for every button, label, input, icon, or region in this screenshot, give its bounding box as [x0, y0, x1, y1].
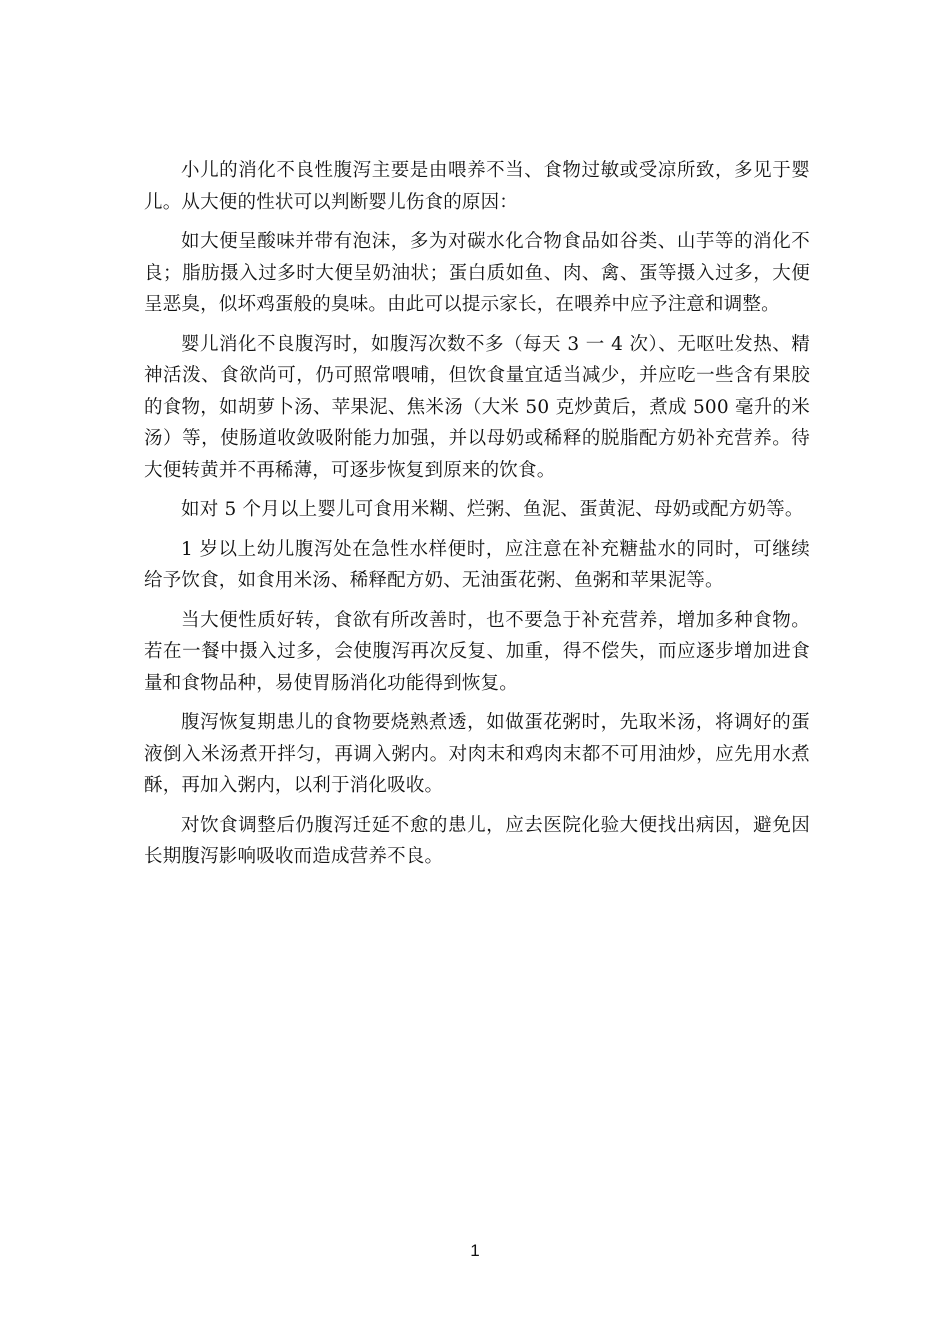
paragraph-4: 如对 5 个月以上婴儿可食用米糊、烂粥、鱼泥、蛋黄泥、母奶或配方奶等。	[181, 499, 804, 520]
paragraph-7: 腹泻恢复期患儿的食物要烧熟煮透，如做蛋花粥时，先取米汤，将调好的蛋液倒入米汤煮开拌匀，再调入粥内。对肉末和鸡肉末都不可用油炒，应先用水煮酥，再加入粥内，以利于消化吸收。	[144, 712, 810, 796]
paragraph-5: 1 岁以上幼儿腹泻处在急性水样便时，应注意在补充糖盐水的同时，可继续给予饮食，如食用米汤、稀释配方奶、无油蛋花粥、鱼粥和苹果泥等。	[144, 538, 810, 591]
paragraph-8: 对饮食调整后仍腹泻迁延不愈的患儿，应去医院化验大便找出病因，避免因长期腹泻影响吸收而造成营养不良。	[144, 814, 810, 867]
document-body	[144, 155, 810, 881]
page-number: 1	[470, 1241, 480, 1260]
paragraph-6: 当大便性质好转，食欲有所改善时，也不要急于补充营养，增加多种食物。若在一餐中摄入过多，会使腹泻再次反复、加重，得不偿失，而应逐步增加进食量和食物品种，易使胃肠消化功能得到恢复。	[144, 609, 810, 694]
paragraph-2: 如大便呈酸味并带有泡沫，多为对碳水化合物食品如谷类、山芋等的消化不良；脂肪摄入过多时大便呈奶油状；蛋白质如鱼、肉、禽、蛋等摄入过多，大便呈恶臭，似坏鸡蛋般的臭味。由此可以提示家长，在喂养中应予注意和调整。	[144, 231, 810, 315]
paragraph-1: 小儿的消化不良性腹泻主要是由喂养不当、食物过敏或受凉所致，多见于婴儿。从大便的性状可以判断婴儿伤食的原因：	[144, 160, 810, 213]
paragraph-3: 婴儿消化不良腹泻时，如腹泻次数不多（每天 3 一 4 次）、无呕吐发热、精神活泼、食欲尚可，仍可照常喂哺，但饮食量宜适当减少，并应吃一些含有果胶的食物，如胡萝卜汤、苹果泥、焦米汤（大米 50 克炒黄后，煮成 500 毫升的米汤）等，使肠道收敛吸附能力加强，并以母奶或稀释的脱脂配方奶补充营养。待大便转黄并不再稀薄，可逐步恢复到原来的饮食。	[144, 333, 810, 481]
